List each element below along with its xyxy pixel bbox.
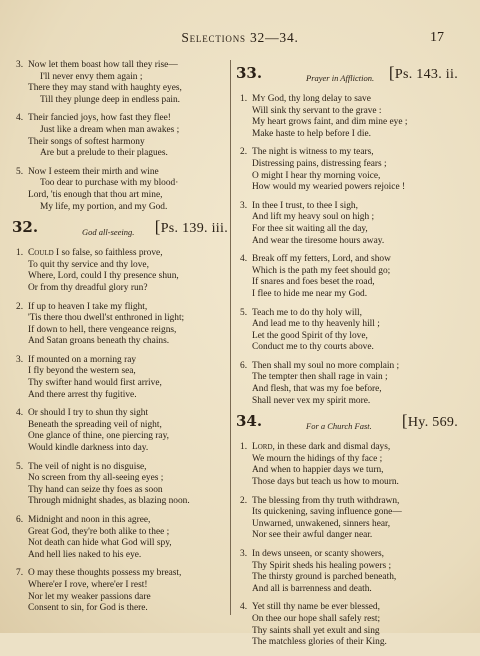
right-column xyxy=(236,60,458,656)
stanza-number: 6. xyxy=(16,515,24,525)
verse-line xyxy=(12,248,228,260)
verse-line: And when to happier days we turn, xyxy=(252,465,384,476)
verse-line: Are but a prelude to their plagues. xyxy=(40,148,168,159)
stanza-number: 3. xyxy=(16,60,24,70)
verse-line: And lead me to thy heavenly hill ; xyxy=(252,319,380,330)
verse-line: Lord, 'tis enough that thou art mine, xyxy=(28,189,163,200)
reference-text: Hy. 569. xyxy=(407,415,458,431)
verse-line-text: I so false, so faithless prove, xyxy=(53,248,163,259)
verse-line: Consent to sin, for God is there. xyxy=(28,603,148,614)
stanza xyxy=(12,355,228,401)
hymn-header xyxy=(12,217,228,244)
verse-line: Thy hand can seize thy foes as soon xyxy=(28,484,163,495)
verse-line: Great God, they're both alike to thee ; xyxy=(28,526,170,537)
verse-line: In thee I trust, to thee I sigh, xyxy=(252,200,358,211)
verse-line: On thee our hope shall safely rest; xyxy=(252,613,381,624)
stanza-number: 1. xyxy=(16,248,24,259)
verse-line: O might I hear thy morning voice, xyxy=(252,170,381,181)
stanza xyxy=(236,147,458,193)
verse-line: Now let them boast how tall they rise— xyxy=(28,60,178,70)
verse-line: If down to hell, there vengeance reigns, xyxy=(28,324,177,335)
verse-line: If up to heaven I take my flight, xyxy=(28,301,148,312)
stanza-number: 3. xyxy=(16,354,24,365)
verse-line: My life, my portion, and my God. xyxy=(40,201,168,212)
verse-line: Their songs of softest harmony xyxy=(28,136,145,147)
verse-line xyxy=(236,442,458,454)
verse-line: Now I esteem their mirth and wine xyxy=(28,166,159,177)
stanza-number: 2. xyxy=(240,495,248,506)
verse-line: Those days but teach us how to mourn. xyxy=(252,477,399,488)
verse-line: The thirsty ground is parched beneath, xyxy=(252,572,397,583)
hymn-reference xyxy=(388,63,458,82)
stanza xyxy=(12,60,228,106)
page-number: 17 xyxy=(430,30,444,45)
verse-line: And hell lies naked to his eye. xyxy=(28,549,142,560)
verse-line: The matchless glories of their King. xyxy=(252,637,387,648)
verse-line: 'Tis there thou dwell'st enthroned in light; xyxy=(28,313,185,324)
stanza xyxy=(12,515,228,561)
verse-line: There they may stand with haughty eyes, xyxy=(28,83,182,94)
verse-line: Then shall my soul no more complain ; xyxy=(252,360,400,371)
verse-line: To quit thy service and thy love, xyxy=(28,259,149,270)
verse-line: And there arrest thy fugitive. xyxy=(28,389,137,400)
stanza xyxy=(12,113,228,159)
stanza-number: 4. xyxy=(240,602,248,613)
verse-line: Thy saints shall yet exult and sing xyxy=(252,625,380,636)
verse-line: Conduct me to thy courts above. xyxy=(252,342,374,353)
verse-line: And wear the tiresome hours away. xyxy=(252,235,385,246)
verse-line: Where'er I rove, where'er I rest! xyxy=(28,579,148,590)
stanza xyxy=(236,201,458,247)
hymn-number: 34. xyxy=(236,412,263,431)
stanza-number: 7. xyxy=(16,568,24,579)
verse-line: The veil of night is no disguise, xyxy=(28,461,147,472)
hymn-reference xyxy=(154,217,228,237)
page-title: Selections 32—34. xyxy=(181,30,299,45)
verse-line: The night is witness to my tears, xyxy=(252,147,374,158)
verse-line: For thee sit waiting all the day, xyxy=(252,223,368,234)
verse-line: I flee to hide me near my God. xyxy=(252,288,368,299)
verse-line: If snares and foes beset the road, xyxy=(252,277,375,288)
stanza-number: 2. xyxy=(16,301,24,312)
verse-line: My heart grows faint, and dim mine eye ; xyxy=(252,117,408,128)
verse-line: If mounted on a morning ray xyxy=(28,354,137,365)
hymn-subject: Prayer in Affliction. xyxy=(306,73,375,83)
reference-bracket: [ xyxy=(388,63,395,82)
verse-line: We mourn the hidings of thy face ; xyxy=(252,453,383,464)
stanza xyxy=(236,361,458,407)
verse-line: Which is the path my feet should go; xyxy=(252,265,391,276)
verse-line: Where, Lord, could I thy presence shun, xyxy=(28,271,179,282)
verse-line: And all is barrenness and death. xyxy=(252,583,372,594)
stanza xyxy=(236,254,458,300)
page-header xyxy=(0,30,480,50)
stanza xyxy=(12,568,228,614)
verse-first-word: Lord xyxy=(252,442,273,453)
hymn-header xyxy=(236,411,458,438)
stanza xyxy=(236,94,458,140)
verse-line: Make haste to help before I die. xyxy=(252,128,371,139)
reference-bracket: [ xyxy=(401,411,408,431)
verse-line: Through midnight shades, as blazing noon. xyxy=(28,496,190,507)
stanza-number: 5. xyxy=(16,166,24,177)
stanza-number: 3. xyxy=(240,200,248,211)
stanza-number: 6. xyxy=(240,360,248,371)
stanza xyxy=(236,549,458,595)
verse-line: Yet still thy name be ever blessed, xyxy=(252,602,380,613)
stanza xyxy=(236,496,458,542)
stanza xyxy=(236,442,458,488)
stanza-number: 5. xyxy=(16,461,24,472)
reference-bracket: [ xyxy=(154,217,161,237)
verse-line: The blessing from thy truth withdrawn, xyxy=(252,495,400,506)
verse-line: And flesh, that was my foe before, xyxy=(252,384,382,395)
verse-line: Midnight and noon in this agree, xyxy=(28,515,151,525)
verse-line: One glance of thine, one piercing ray, xyxy=(28,431,169,442)
stanza xyxy=(12,462,228,508)
verse-line: Let the good Spirit of thy love, xyxy=(252,330,368,341)
verse-line: Just like a dream when man awakes ; xyxy=(40,124,180,135)
verse-line: Not death can hide what God will spy, xyxy=(28,538,172,549)
verse-line: Its quickening, saving influence gone— xyxy=(252,507,402,518)
verse-line: Nor see their awful danger near. xyxy=(252,530,373,541)
stanza-number: 4. xyxy=(16,408,24,419)
stanza-number: 4. xyxy=(16,113,24,124)
verse-line: Would kindle darkness into day. xyxy=(28,443,149,454)
verse-line: Or should I try to shun thy sight xyxy=(28,408,149,419)
hymn-number: 32. xyxy=(12,218,39,237)
reference-text: Ps. 143. ii. xyxy=(394,67,458,82)
column-divider xyxy=(230,60,231,615)
verse-line: And Satan groans beneath thy chains. xyxy=(28,336,170,347)
verse-line: I'll never envy them again ; xyxy=(40,71,143,82)
stanza-number: 1. xyxy=(240,442,248,453)
hymn-number: 33. xyxy=(236,64,263,82)
verse-line: And lift my heavy soul on high ; xyxy=(252,212,375,223)
left-column xyxy=(12,60,228,622)
verse-line: Their fancied joys, how fast they flee! xyxy=(28,113,171,124)
stanza xyxy=(12,248,228,294)
verse-line: I fly beyond the western sea, xyxy=(28,366,136,377)
verse-line-text: God, thy long delay to save xyxy=(265,94,371,104)
verse-line: In dews unseen, or scanty showers, xyxy=(252,549,385,559)
verse-line: Teach me to do thy holy will, xyxy=(252,307,362,318)
verse-line: Will sink thy servant to the grave : xyxy=(252,105,382,116)
stanza xyxy=(12,167,228,213)
verse-line: Or from thy dreadful glory run? xyxy=(28,282,148,293)
stanza-number: 2. xyxy=(240,147,248,158)
verse-line: Thy Spirit sheds his healing powers ; xyxy=(252,560,392,571)
verse-line: Nor let my weaker passions dare xyxy=(28,591,151,602)
hymn-subject: For a Church Fast. xyxy=(306,421,372,432)
stanza-number: 4. xyxy=(240,254,248,265)
stanza-number: 1. xyxy=(240,94,248,104)
verse-line: Beneath the spreading veil of night, xyxy=(28,419,162,430)
stanza xyxy=(12,302,228,348)
hymn-subject: God all-seeing. xyxy=(82,227,135,238)
verse-line: How would my wearied powers rejoice ! xyxy=(252,182,406,193)
reference-text: Ps. 139. iii. xyxy=(160,221,228,237)
verse-line: O may these thoughts possess my breast, xyxy=(28,568,182,579)
verse-first-word: Could xyxy=(28,248,54,259)
stanza-number: 3. xyxy=(240,549,248,559)
verse-line: Thy swifter hand would first arrive, xyxy=(28,378,162,389)
verse-line: No screen from thy all-seeing eyes ; xyxy=(28,473,164,484)
stanza xyxy=(236,602,458,648)
verse-first-word: My xyxy=(252,94,266,104)
stanza xyxy=(12,408,228,454)
verse-line: Shall never vex my spirit more. xyxy=(252,395,371,406)
verse-line: Too dear to purchase with my blood· xyxy=(40,178,179,189)
verse-line: Break off my fetters, Lord, and show xyxy=(252,254,391,265)
verse-line-text: , in these dark and dismal days, xyxy=(272,442,391,453)
hymn-reference xyxy=(401,411,458,431)
stanza xyxy=(236,308,458,354)
verse-line: Distressing pains, distressing fears ; xyxy=(252,158,387,169)
verse-line: Till they plunge deep in endless pain. xyxy=(40,94,181,105)
hymn-header xyxy=(236,63,458,90)
verse-line: Unwarned, unwakened, sinners hear, xyxy=(252,518,391,529)
verse-line xyxy=(236,94,458,106)
stanza-number: 5. xyxy=(240,307,248,318)
verse-line: The tempter then shall rage in vain ; xyxy=(252,372,388,383)
